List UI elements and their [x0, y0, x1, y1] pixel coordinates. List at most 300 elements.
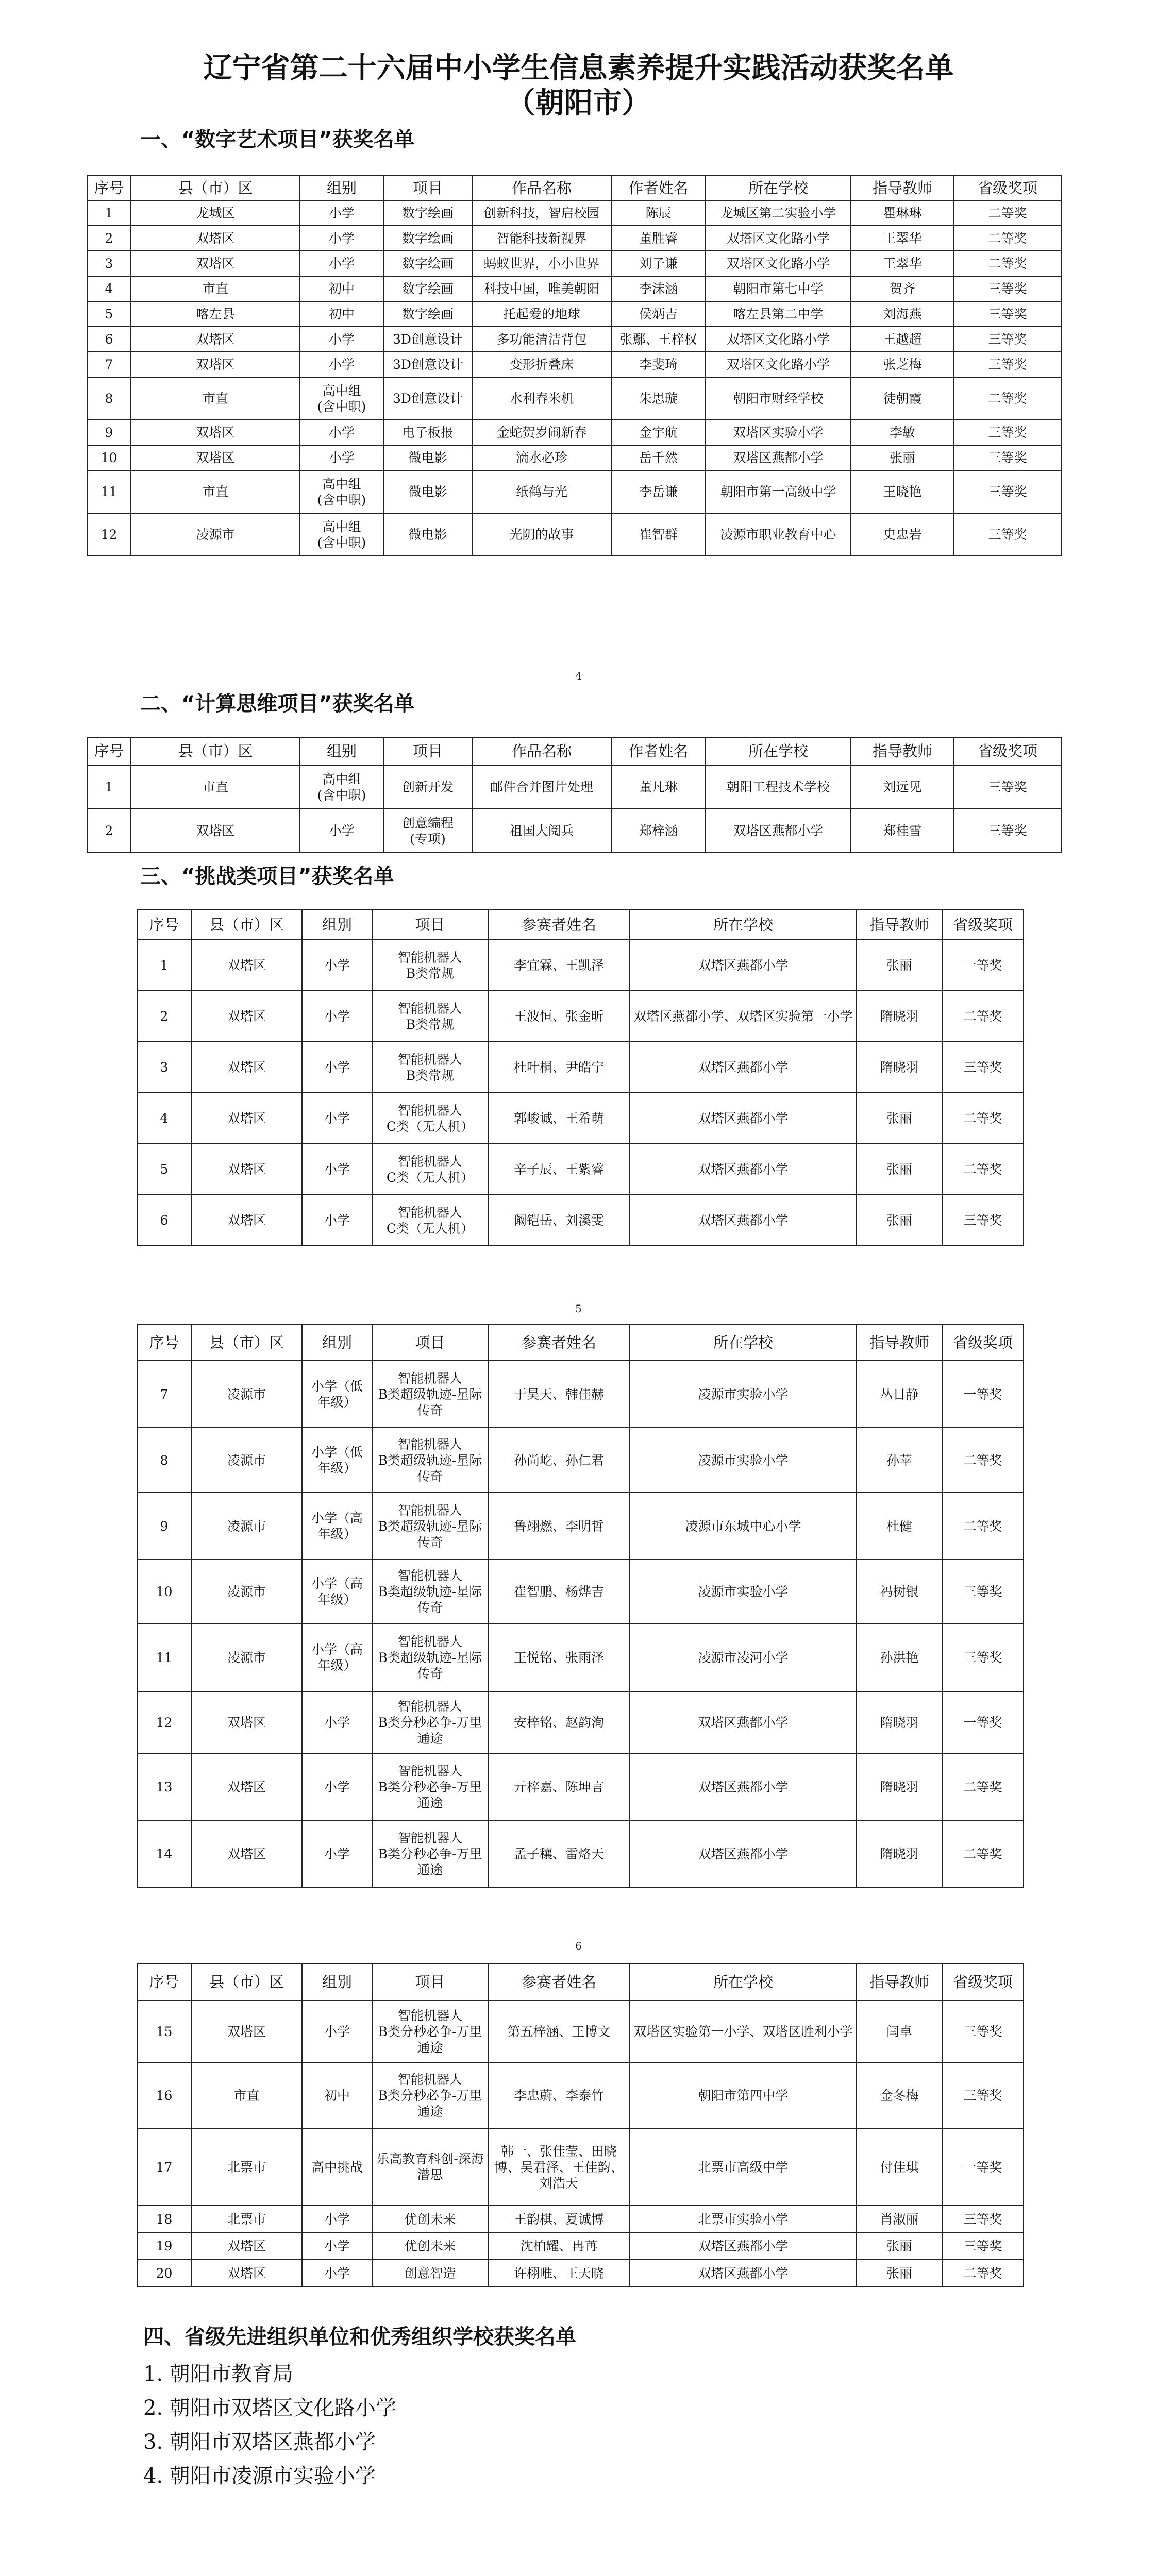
- table-cell: 侯炳吉: [611, 301, 706, 327]
- table-header-row: [137, 1325, 1024, 1361]
- table-cell: 龙城区第二实验小学: [706, 200, 851, 226]
- table-cell: 8: [87, 377, 131, 420]
- table-cell: 隋晓羽: [857, 991, 942, 1042]
- table-cell: 双塔区: [131, 420, 300, 445]
- table-row: [137, 1820, 1024, 1887]
- table-cell: 双塔区燕都小学: [630, 2259, 857, 2287]
- table-cell: 电子板报: [383, 420, 472, 445]
- column-header: 作者姓名: [611, 176, 706, 200]
- table-cell: 初中: [300, 301, 383, 327]
- table-cell: 金蛇贺岁闹新春: [472, 420, 611, 445]
- table-cell: 凌源市: [191, 1560, 302, 1623]
- table-cell: 双塔区: [191, 991, 302, 1042]
- table-row: [87, 809, 1061, 853]
- table-row: [137, 940, 1024, 991]
- table-cell: 董凡琳: [611, 765, 706, 809]
- table-cell: 张丽: [857, 1144, 942, 1195]
- table-cell: 小学: [302, 1144, 372, 1195]
- table-cell: 杜健: [857, 1493, 942, 1560]
- table-cell: 优创未来: [372, 2206, 488, 2232]
- table-cell: 双塔区: [191, 1042, 302, 1093]
- table-row: [87, 301, 1061, 327]
- table-cell: 智能机器人 C类（无人机）: [372, 1195, 488, 1246]
- table-row: [137, 1144, 1024, 1195]
- table-cell: 李斐琦: [611, 352, 706, 377]
- table-cell: 朝阳市第七中学: [706, 276, 851, 301]
- table-cell: 朝阳市财经学校: [706, 377, 851, 420]
- table-cell: 初中: [302, 2062, 372, 2128]
- organization-item: 3. 朝阳市双塔区燕都小学: [143, 2430, 376, 2454]
- table-cell: 6: [137, 1195, 191, 1246]
- table-cell: 李沫涵: [611, 276, 706, 301]
- table-cell: 小学: [300, 251, 383, 276]
- table-cell: 智能机器人 B类超级轨迹-星际传奇: [372, 1361, 488, 1428]
- table-cell: 隋晓羽: [857, 1042, 942, 1093]
- table-cell: 智能机器人 B类分秒必争-万里通途: [372, 1753, 488, 1820]
- column-header: 县（市）区: [191, 1325, 302, 1361]
- table-cell: 12: [87, 513, 131, 556]
- table-cell: 双塔区实验第一小学、双塔区胜利小学: [630, 2001, 857, 2062]
- table-cell: 北票市: [191, 2128, 302, 2206]
- table-cell: 双塔区燕都小学: [706, 809, 851, 853]
- table-cell: 二等奖: [954, 377, 1061, 420]
- table-row: [137, 1361, 1024, 1428]
- column-header: 序号: [87, 737, 131, 765]
- table-cell: 三等奖: [942, 1560, 1024, 1623]
- table-cell: 王韵棋、夏诚博: [488, 2206, 630, 2232]
- table-row: [137, 2232, 1024, 2259]
- table-row: [137, 1753, 1024, 1820]
- column-header: 组别: [300, 176, 383, 200]
- table-cell: 双塔区燕都小学: [630, 1195, 857, 1246]
- table-cell: 闫卓: [857, 2001, 942, 2062]
- table-cell: 朝阳市第四中学: [630, 2062, 857, 2128]
- table-cell: 双塔区: [131, 226, 300, 251]
- table-cell: 4: [87, 276, 131, 301]
- table-cell: 1: [137, 940, 191, 991]
- table-cell: 三等奖: [942, 2001, 1024, 2062]
- table-cell: 三等奖: [954, 470, 1061, 513]
- table-row: [87, 420, 1061, 445]
- table-cell: 三等奖: [942, 2232, 1024, 2259]
- table-cell: 10: [137, 1560, 191, 1623]
- page-subtitle: （朝阳市）: [506, 87, 651, 120]
- table-cell: 双塔区燕都小学: [630, 1093, 857, 1144]
- table-cell: 张芝梅: [851, 352, 954, 377]
- column-header: 作者姓名: [611, 737, 706, 765]
- table-cell: 三等奖: [954, 301, 1061, 327]
- table-row: [137, 1042, 1024, 1093]
- table-row: [137, 1093, 1024, 1144]
- table-cell: 小学: [300, 226, 383, 251]
- table-cell: 2: [87, 809, 131, 853]
- table-cell: 三等奖: [954, 765, 1061, 809]
- table-cell: 市直: [191, 2062, 302, 2128]
- table-cell: 小学: [302, 1691, 372, 1753]
- table-cell: 18: [137, 2206, 191, 2232]
- column-header: 项目: [372, 1325, 488, 1361]
- table-cell: 双塔区燕都小学: [630, 940, 857, 991]
- table-cell: 凌源市东城中心小学: [630, 1493, 857, 1560]
- table-cell: 小学: [302, 1042, 372, 1093]
- table-cell: 孙洪艳: [857, 1623, 942, 1691]
- table-cell: 朝阳工程技术学校: [706, 765, 851, 809]
- column-header: 所在学校: [630, 1325, 857, 1361]
- table-cell: 凌源市: [191, 1493, 302, 1560]
- table-cell: 三等奖: [942, 2062, 1024, 2128]
- table-cell: 孙苹: [857, 1428, 942, 1493]
- table-cell: 韩一、张佳莹、田晓博、吴君泽、王佳韵、刘浩天: [488, 2128, 630, 2206]
- table-cell: 小学: [302, 1820, 372, 1887]
- table-cell: 喀左县第二中学: [706, 301, 851, 327]
- section1-heading: 一、“数字艺术项目”获奖名单: [140, 128, 415, 151]
- table-cell: 鲁翊燃、李明哲: [488, 1493, 630, 1560]
- table-cell: 双塔区: [191, 2232, 302, 2259]
- column-header: 项目: [383, 737, 472, 765]
- table-cell: 智能科技新视界: [472, 226, 611, 251]
- table-cell: 朱思璇: [611, 377, 706, 420]
- section3-table-part1: [137, 909, 1024, 1246]
- table-cell: 二等奖: [942, 991, 1024, 1042]
- table-cell: 双塔区文化路小学: [706, 352, 851, 377]
- table-cell: 7: [87, 352, 131, 377]
- table-cell: 一等奖: [942, 1361, 1024, 1428]
- table-row: [137, 2128, 1024, 2206]
- table-cell: 凌源市实验小学: [630, 1428, 857, 1493]
- table-cell: 隋晓羽: [857, 1820, 942, 1887]
- page-number: 4: [575, 670, 582, 682]
- table-cell: 于昊天、韩佳赫: [488, 1361, 630, 1428]
- organization-item: 1. 朝阳市教育局: [143, 2362, 293, 2386]
- table-cell: 小学: [302, 1753, 372, 1820]
- table-cell: 李敏: [851, 420, 954, 445]
- table-cell: 孙尚屹、孙仁君: [488, 1428, 630, 1493]
- table-cell: 张鄢、王梓权: [611, 327, 706, 352]
- table-cell: 小学（高年级）: [302, 1623, 372, 1691]
- table-row: [137, 1195, 1024, 1246]
- table-cell: 三等奖: [942, 1042, 1024, 1093]
- table-cell: 双塔区燕都小学: [706, 445, 851, 470]
- table-cell: 创意智造: [372, 2259, 488, 2287]
- table-cell: 智能机器人 B类超级轨迹-星际传奇: [372, 1428, 488, 1493]
- table-cell: 三等奖: [954, 327, 1061, 352]
- table-cell: 凌源市实验小学: [630, 1361, 857, 1428]
- table-cell: 纸鹤与光: [472, 470, 611, 513]
- table-cell: 智能机器人 B类分秒必争-万里通途: [372, 2062, 488, 2128]
- table-row: [137, 1560, 1024, 1623]
- table-row: [137, 2259, 1024, 2287]
- table-cell: 郑桂雪: [851, 809, 954, 853]
- table-cell: 光阴的故事: [472, 513, 611, 556]
- table-cell: 一等奖: [942, 940, 1024, 991]
- table-cell: 郑梓涵: [611, 809, 706, 853]
- table-cell: 喀左县: [131, 301, 300, 327]
- table-cell: 乐高教育科创-深海潜思: [372, 2128, 488, 2206]
- table-cell: 双塔区燕都小学: [630, 1042, 857, 1093]
- column-header: 组别: [300, 737, 383, 765]
- table-cell: 托起爱的地球: [472, 301, 611, 327]
- column-header: 序号: [137, 910, 191, 940]
- table-cell: 小学: [300, 809, 383, 853]
- table-cell: 双塔区燕都小学: [630, 1820, 857, 1887]
- table-cell: 2: [87, 226, 131, 251]
- table-cell: 智能机器人 B类常规: [372, 991, 488, 1042]
- table-cell: 史忠岩: [851, 513, 954, 556]
- table-cell: 凌源市: [131, 513, 300, 556]
- organization-item: 4. 朝阳市凌源市实验小学: [143, 2464, 376, 2488]
- table-cell: 二等奖: [942, 1428, 1024, 1493]
- table-cell: 13: [137, 1753, 191, 1820]
- table-cell: 2: [137, 991, 191, 1042]
- table-cell: 张丽: [857, 2232, 942, 2259]
- column-header: 指导教师: [851, 737, 954, 765]
- column-header: 省级奖项: [942, 910, 1024, 940]
- table-cell: 二等奖: [954, 251, 1061, 276]
- table-cell: 沈柏耀、冉苒: [488, 2232, 630, 2259]
- table-header-row: [87, 737, 1061, 765]
- table-cell: 智能机器人 C类（无人机）: [372, 1144, 488, 1195]
- table-cell: 凌源市实验小学: [630, 1560, 857, 1623]
- section4-heading: 四、省级先进组织单位和优秀组织学校获奖名单: [143, 2325, 576, 2349]
- table-cell: 市直: [131, 470, 300, 513]
- table-cell: 北票市高级中学: [630, 2128, 857, 2206]
- table-cell: 刘远见: [851, 765, 954, 809]
- table-cell: 8: [137, 1428, 191, 1493]
- column-header: 所在学校: [630, 910, 857, 940]
- page-number: 6: [575, 1940, 582, 1952]
- table-cell: 李岳谦: [611, 470, 706, 513]
- table-cell: 二等奖: [942, 1093, 1024, 1144]
- table-cell: 祖国大阅兵: [472, 809, 611, 853]
- table-cell: 第五梓涵、王博文: [488, 2001, 630, 2062]
- table-cell: 小学: [302, 2232, 372, 2259]
- table-cell: 双塔区: [191, 1195, 302, 1246]
- table-cell: 数字绘画: [383, 301, 472, 327]
- table-cell: 7: [137, 1361, 191, 1428]
- table-cell: 三等奖: [942, 1623, 1024, 1691]
- table-cell: 朝阳市第一高级中学: [706, 470, 851, 513]
- table-cell: 三等奖: [954, 276, 1061, 301]
- table-cell: 小学: [300, 327, 383, 352]
- table-cell: 6: [87, 327, 131, 352]
- table-cell: 一等奖: [942, 1691, 1024, 1753]
- table-cell: 小学: [302, 2206, 372, 2232]
- column-header: 项目: [372, 1963, 488, 2001]
- table-cell: 20: [137, 2259, 191, 2287]
- table-cell: 三等奖: [954, 420, 1061, 445]
- table-cell: 高中挑战: [302, 2128, 372, 2206]
- table-cell: 隋晓羽: [857, 1753, 942, 1820]
- table-header-row: [137, 1963, 1024, 2001]
- column-header: 序号: [137, 1325, 191, 1361]
- table-cell: 祃树银: [857, 1560, 942, 1623]
- column-header: 县（市）区: [191, 1963, 302, 2001]
- table-cell: 小学（高年级）: [302, 1560, 372, 1623]
- table-cell: 1: [87, 200, 131, 226]
- table-cell: 李宜霖、王凯泽: [488, 940, 630, 991]
- table-cell: 双塔区燕都小学: [630, 1691, 857, 1753]
- table-cell: 创新科技，智启校园: [472, 200, 611, 226]
- table-cell: 双塔区: [191, 1820, 302, 1887]
- table-cell: 5: [137, 1144, 191, 1195]
- column-header: 指导教师: [857, 1963, 942, 2001]
- table-cell: 小学: [300, 420, 383, 445]
- table-row: [137, 1428, 1024, 1493]
- table-cell: 优创未来: [372, 2232, 488, 2259]
- table-cell: 小学: [300, 200, 383, 226]
- organization-list: [143, 2357, 396, 2493]
- table-cell: 高中组 (含中职): [300, 765, 383, 809]
- table-cell: 杜叶桐、尹皓宁: [488, 1042, 630, 1093]
- table-cell: 1: [87, 765, 131, 809]
- table-cell: 9: [137, 1493, 191, 1560]
- table-cell: 小学: [302, 1195, 372, 1246]
- table-cell: 安梓铭、赵韵洵: [488, 1691, 630, 1753]
- table-cell: 张丽: [857, 940, 942, 991]
- table-cell: 张丽: [851, 445, 954, 470]
- table-cell: 二等奖: [942, 1144, 1024, 1195]
- table-cell: 3: [137, 1042, 191, 1093]
- table-cell: 双塔区: [191, 940, 302, 991]
- table-cell: 微电影: [383, 470, 472, 513]
- table-cell: 3D创意设计: [383, 377, 472, 420]
- table-cell: 邮件合并图片处理: [472, 765, 611, 809]
- table-cell: 小学: [302, 1093, 372, 1144]
- table-cell: 高中组 (含中职): [300, 470, 383, 513]
- table-cell: 董胜睿: [611, 226, 706, 251]
- section3-table-part3: [137, 1963, 1024, 2287]
- table-cell: 小学: [302, 991, 372, 1042]
- table-cell: 双塔区: [131, 327, 300, 352]
- table-cell: 丛日静: [857, 1361, 942, 1428]
- table-row: [87, 251, 1061, 276]
- table-cell: 滴水必珍: [472, 445, 611, 470]
- table-cell: 9: [87, 420, 131, 445]
- table-row: [87, 200, 1061, 226]
- table-cell: 双塔区: [191, 1093, 302, 1144]
- table-row: [87, 352, 1061, 377]
- column-header: 县（市）区: [191, 910, 302, 940]
- table-cell: 张丽: [857, 1093, 942, 1144]
- table-header-row: [87, 176, 1061, 200]
- table-cell: 市直: [131, 377, 300, 420]
- table-cell: 北票市: [191, 2206, 302, 2232]
- table-cell: 双塔区: [191, 2001, 302, 2062]
- table-cell: 二等奖: [954, 200, 1061, 226]
- table-cell: 多功能清洁背包: [472, 327, 611, 352]
- table-cell: 二等奖: [942, 1493, 1024, 1560]
- table-cell: 智能机器人 C类（无人机）: [372, 1093, 488, 1144]
- column-header: 序号: [87, 176, 131, 200]
- table-cell: 王悦铭、张雨泽: [488, 1623, 630, 1691]
- table-cell: 水利春米机: [472, 377, 611, 420]
- table-cell: 一等奖: [942, 2128, 1024, 2206]
- table-header-row: [137, 910, 1024, 940]
- table-cell: 贺齐: [851, 276, 954, 301]
- table-row: [137, 2206, 1024, 2232]
- table-cell: 双塔区文化路小学: [706, 226, 851, 251]
- table-cell: 数字绘画: [383, 251, 472, 276]
- table-cell: 11: [87, 470, 131, 513]
- table-cell: 双塔区: [131, 809, 300, 853]
- column-header: 指导教师: [857, 910, 942, 940]
- table-cell: 凌源市凌河小学: [630, 1623, 857, 1691]
- column-header: 省级奖项: [954, 176, 1061, 200]
- column-header: 指导教师: [851, 176, 954, 200]
- table-cell: 创意编程 (专项): [383, 809, 472, 853]
- table-cell: 王晓艳: [851, 470, 954, 513]
- section2-table: [87, 737, 1062, 853]
- table-cell: 创新开发: [383, 765, 472, 809]
- table-cell: 小学（高年级）: [302, 1493, 372, 1560]
- table-cell: 双塔区: [131, 352, 300, 377]
- table-cell: 许栩唯、王天晓: [488, 2259, 630, 2287]
- table-cell: 变形折叠床: [472, 352, 611, 377]
- table-cell: 二等奖: [942, 1820, 1024, 1887]
- table-cell: 张丽: [857, 1195, 942, 1246]
- column-header: 省级奖项: [942, 1963, 1024, 2001]
- table-cell: 17: [137, 2128, 191, 2206]
- page-title: 辽宁省第二十六届中小学生信息素养提升实践活动获奖名单: [203, 52, 954, 85]
- table-cell: 14: [137, 1820, 191, 1887]
- table-cell: 智能机器人 B类超级轨迹-星际传奇: [372, 1560, 488, 1623]
- table-cell: 数字绘画: [383, 276, 472, 301]
- table-cell: 微电影: [383, 445, 472, 470]
- table-row: [87, 327, 1061, 352]
- column-header: 参赛者姓名: [488, 1963, 630, 2001]
- table-cell: 数字绘画: [383, 226, 472, 251]
- column-header: 所在学校: [706, 176, 851, 200]
- page-number: 5: [575, 1302, 582, 1315]
- organization-item: 2. 朝阳市双塔区文化路小学: [143, 2396, 396, 2420]
- table-cell: 智能机器人 B类分秒必争-万里通途: [372, 1820, 488, 1887]
- column-header: 指导教师: [857, 1325, 942, 1361]
- table-cell: 陈辰: [611, 200, 706, 226]
- table-row: [137, 2062, 1024, 2128]
- table-cell: 3D创意设计: [383, 352, 472, 377]
- table-row: [137, 1493, 1024, 1560]
- table-cell: 三等奖: [954, 513, 1061, 556]
- table-cell: 蚂蚁世界，小小世界: [472, 251, 611, 276]
- table-cell: 凌源市: [191, 1623, 302, 1691]
- column-header: 序号: [137, 1963, 191, 2001]
- table-cell: 王翠华: [851, 251, 954, 276]
- table-cell: 双塔区: [191, 1691, 302, 1753]
- table-cell: 双塔区: [191, 2259, 302, 2287]
- table-cell: 三等奖: [954, 445, 1061, 470]
- table-cell: 数字绘画: [383, 200, 472, 226]
- column-header: 组别: [302, 1963, 372, 2001]
- table-cell: 瞿琳琳: [851, 200, 954, 226]
- table-row: [87, 765, 1061, 809]
- section1-table: [87, 175, 1062, 556]
- column-header: 所在学校: [630, 1963, 857, 2001]
- table-cell: 科技中国，唯美朝阳: [472, 276, 611, 301]
- table-row: [137, 1691, 1024, 1753]
- table-cell: 三等奖: [942, 1195, 1024, 1246]
- table-cell: 市直: [131, 765, 300, 809]
- table-cell: 双塔区: [191, 1753, 302, 1820]
- table-row: [87, 445, 1061, 470]
- table-cell: 北票市实验小学: [630, 2206, 857, 2232]
- table-cell: 肖淑丽: [857, 2206, 942, 2232]
- table-cell: 高中组 (含中职): [300, 513, 383, 556]
- table-cell: 小学（低年级）: [302, 1361, 372, 1428]
- table-cell: 双塔区文化路小学: [706, 251, 851, 276]
- table-cell: 高中组 (含中职): [300, 377, 383, 420]
- table-cell: 智能机器人 B类超级轨迹-星际传奇: [372, 1493, 488, 1560]
- table-cell: 刘子谦: [611, 251, 706, 276]
